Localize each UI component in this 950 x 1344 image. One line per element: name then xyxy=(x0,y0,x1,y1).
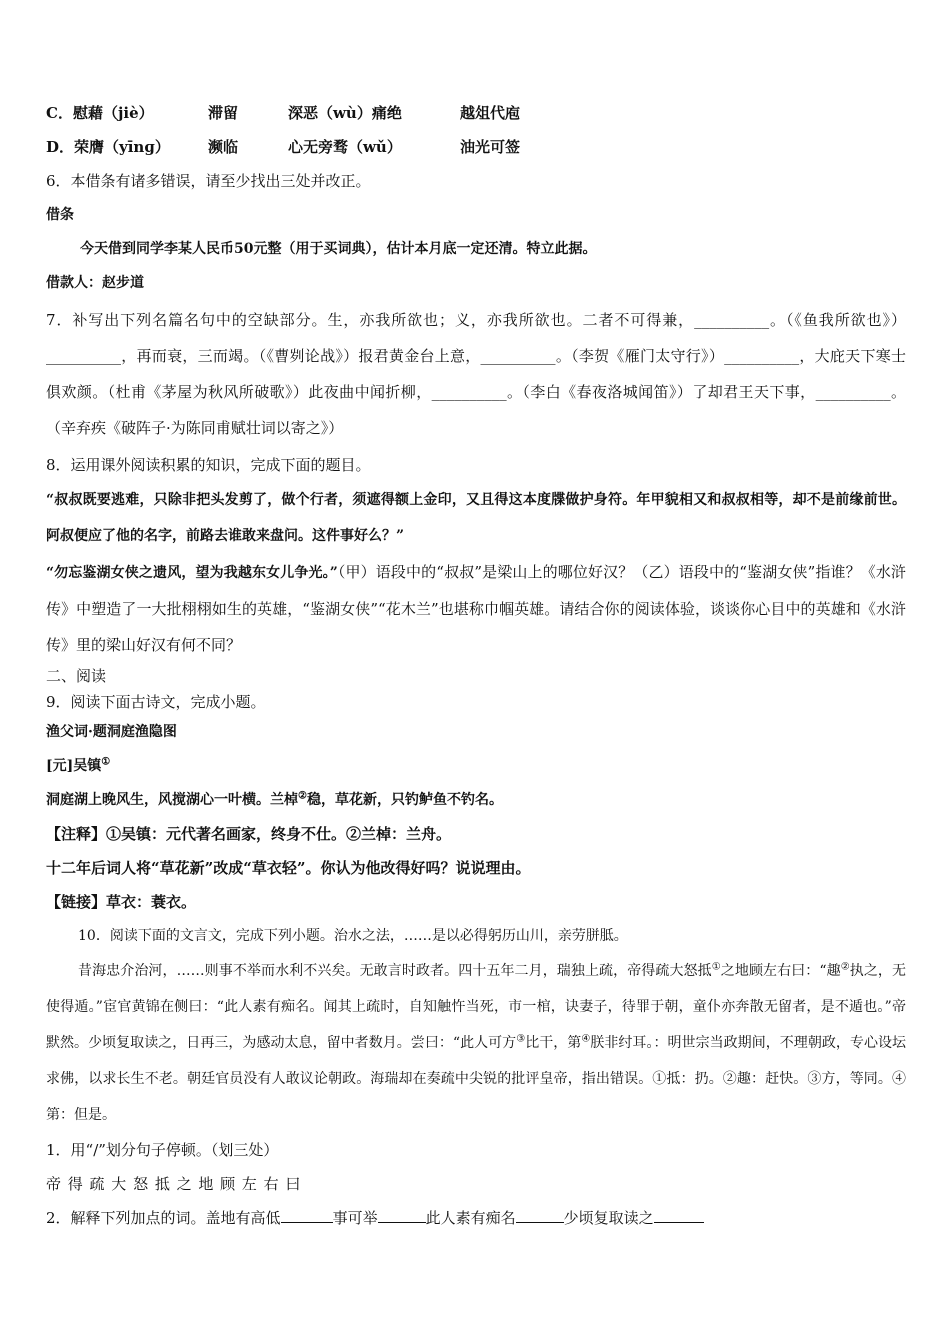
question-8-question: （甲）语段中的“叔叔”是梁山上的哪位好汉？（乙）语段中的“鉴湖女侠”指谁？《水浒传》中塑造了一大批栩栩如生的英雄，“鉴湖女侠”“花木兰”也堪称巾帼英雄。请结合你的阅读体验，谈谈你心目中的英雄和《水浒传》里的梁山好汉有何不同？ xyxy=(46,563,906,654)
option-d: D．荣膺（yīnɡ） 濒临 心无旁骛（wǔ） 油光可签 xyxy=(46,138,521,156)
question-10-sentence: 帝 得 疏 大 怒 抵 之 地 顾 左 右 曰 xyxy=(46,1175,302,1193)
poem-title: 渔父词·题洞庭渔隐图 xyxy=(46,724,177,740)
footnote-marker: ① xyxy=(101,756,111,768)
question-8-body xyxy=(46,554,906,663)
question-10-passage: 昔海忠介治河，……则事不举而水利不兴矣。无敢言时政者。四十五年二月，瑞独上疏，帝得疏大怒抵①之地顾左右曰：“趣②执之，无使得遁。”宦官黄锦在侧曰：“此人素有痴名。闻其上疏时，自知触忤当死，市一棺，诀妻子，待罪于朝，童仆亦奔散无留者，是不遁也。”帝默然。少顷复取读之，日再三，为感动太息，留中者数月。尝曰：“此人可方③比干，第④朕非纣耳。：明世宗当政期间，不理朝政，专心设坛求佛，以求长生不老。朝廷官员没有人敢议论朝政。海瑞却在奏疏中尖锐的批评皇帝，指出错误。①抵：扔。②趣：赶快。③方，等同。④第：但是。 xyxy=(46,961,907,1123)
footnote-marker: ② xyxy=(840,961,850,973)
question-9-question: 十二年后词人将“草花新”改成“草衣轻”。你认为他改得好吗？说说理由。 xyxy=(46,859,531,877)
question-7: 7．补写出下列名篇名句中的空缺部分。生，亦我所欲也；义，亦我所欲也。二者不可得兼，__________。（《鱼我所欲也》）__________，再而衰，三而竭。（《曹刿论战》）报君黄金台上意，__________。（李贺《雁门太守行》）__________，大庇天下寒士俱欢颜。（杜甫《茅屋为秋风所破歌》）此夜曲中闻折柳，__________。（李白《春夜洛城闻笛》）了却君王天下事，__________。（辛弃疾《破阵子·为陈同甫赋壮词以寄之》） xyxy=(46,311,906,437)
section-2-title: 二、阅读 xyxy=(46,667,107,685)
iou-signer: 借款人：赵步道 xyxy=(46,275,144,291)
poem-annotation: 【注释】①吴镇：元代著名画家，终身不仕。②兰棹：兰舟。 xyxy=(46,825,452,843)
question-10-sub-2: 2．解释下列加点的词。盖地有高低 事可举 此人素有痴名 少顷复取读之 xyxy=(46,1201,906,1235)
poem-link: 【链接】草衣：蓑衣。 xyxy=(46,893,197,911)
poem-author: [元]吴镇① xyxy=(46,756,111,774)
answer-blank[interactable] xyxy=(654,1208,704,1223)
question-8-quote-1: “叔叔既要逃难，只除非把头发剪了，做个行者，须遮得额上金印，又且得这本度牒做护身符。年甲貌相又和叔叔相等，却不是前缘前世。阿叔便应了他的名字，前路去谁敢来盘问。这件事好么？” xyxy=(46,492,906,544)
document-page xyxy=(46,96,906,1235)
answer-blank[interactable] xyxy=(516,1208,564,1223)
answer-blank[interactable] xyxy=(378,1208,426,1223)
iou-title: 借条 xyxy=(46,207,74,223)
question-10-sub-1: 1．用“/”划分句子停顿。（划三处） xyxy=(46,1141,279,1159)
option-c: C．慰藉（jiè） 滞留 深恶（wù）痛绝 越俎代庖 xyxy=(46,104,521,122)
iou-body: 今天借到同学李某人民币50元整（用于买词典），估计本月底一定还清。特立此据。 xyxy=(80,241,597,257)
question-6-stem: 6．本借条有诸多错误，请至少找出三处并改正。 xyxy=(46,172,371,190)
question-9-stem: 9．阅读下面古诗文，完成小题。 xyxy=(46,693,266,711)
question-10-stem: 10．阅读下面的文言文，完成下列小题。治水之法，……是以必得躬历山川，亲劳胼胝。 xyxy=(78,928,628,944)
answer-blank[interactable] xyxy=(281,1208,333,1223)
question-8-stem: 8．运用课外阅读积累的知识，完成下面的题目。 xyxy=(46,456,371,474)
footnote-marker: ② xyxy=(298,790,307,802)
footnote-marker: ③ xyxy=(516,1033,526,1045)
footnote-marker: ④ xyxy=(581,1033,591,1045)
question-8-quote-2: “勿忘鉴湖女侠之遗风，望为我越东女儿争光。” xyxy=(46,565,338,581)
footnote-marker: ① xyxy=(711,961,721,973)
poem-text: 洞庭湖上晚风生，风搅湖心一叶横。兰棹②稳，草花新，只钓鲈鱼不钓名。 xyxy=(46,790,503,808)
